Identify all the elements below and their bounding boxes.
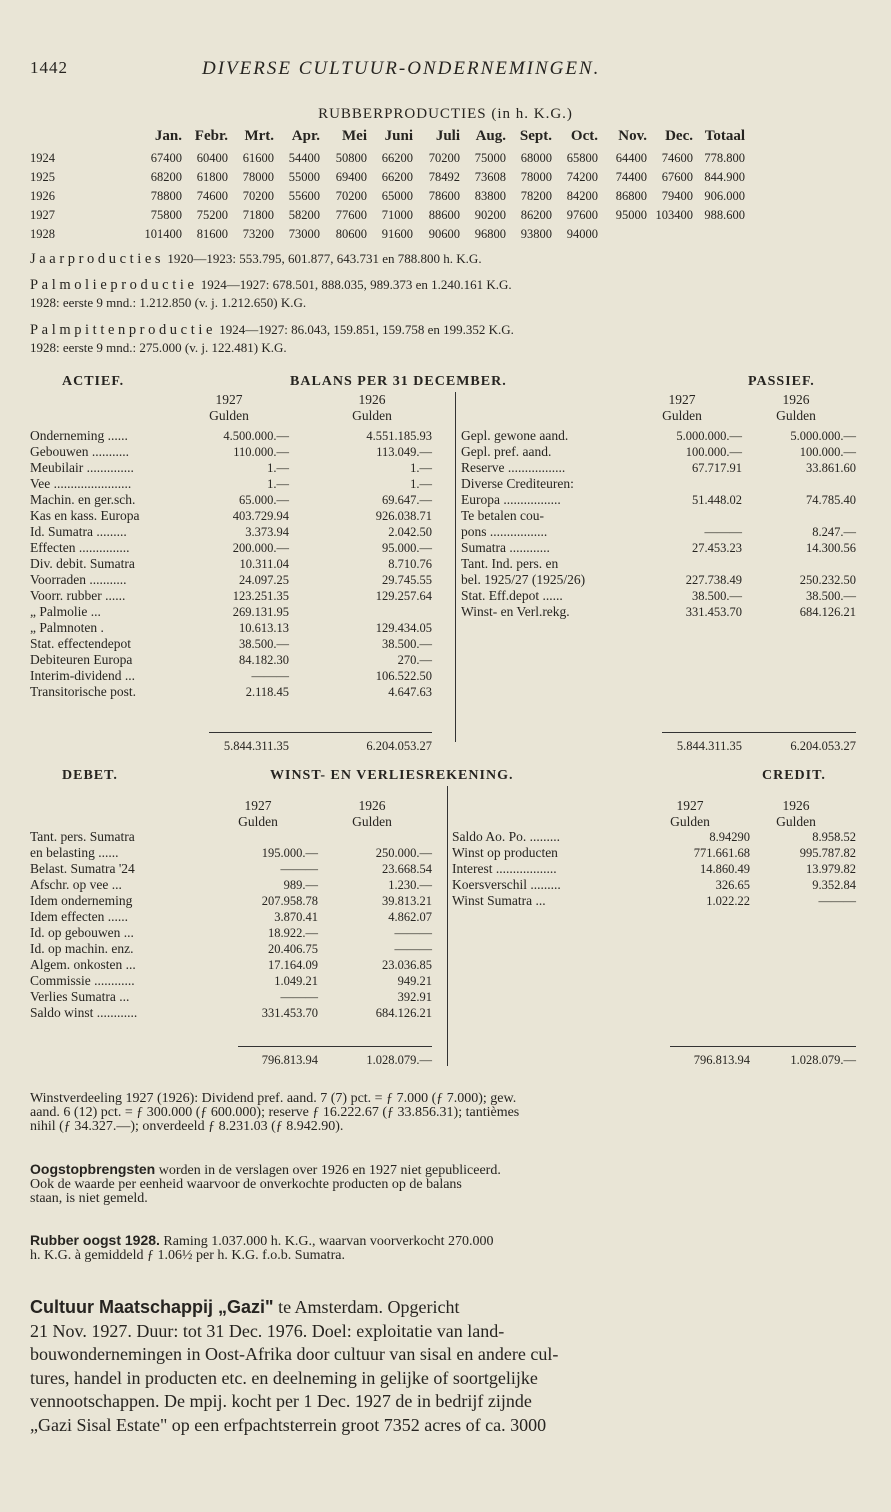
right-item-value-2: 8.958.52 [812,830,856,844]
right-item-value-1: 5.000.000.— [676,429,742,443]
gazi-line2: 21 Nov. 1927. Duur: tot 31 Dec. 1976. Doel: exploitatie van land- [30,1320,505,1341]
pl-title: WINST- EN VERLIESREKENING. [270,768,514,783]
left-item-label: Effecten ............... [30,540,130,555]
rubber-cell: 74600 [196,189,228,203]
rubber-col-header: Aug. [475,128,506,144]
right-item-value-1: 227.738.49 [685,573,742,587]
column-year: 1926 [782,392,810,407]
left-item-value-2: 4.551.185.93 [366,429,432,443]
gazi-line1: te Amsterdam. Opgericht [273,1297,460,1317]
palmolie-productie [30,276,870,311]
column-year: 1927 [244,798,272,813]
rubber-cell: 67400 [150,151,182,165]
left-item-label: Stat. effectendepot [30,636,131,651]
left-item-label: Idem onderneming [30,893,133,908]
left-item-value-1: ——— [280,990,318,1004]
column-unit: Gulden [776,408,816,423]
left-item-value-1: 2.118.45 [245,685,289,699]
rubber-cell: 906.000 [704,189,745,203]
right-item-label: Interest .................. [452,861,557,876]
rubber-cell: 55000 [288,170,320,184]
left-item-value-1: 20.406.75 [268,942,318,956]
rubber-cell: 64400 [615,151,647,165]
left-total-1: 5.844.311.35 [223,739,289,753]
gazi-label: Cultuur Maatschappij „Gazi" [30,1297,274,1317]
gazi-line3: bouwondernemingen in Oost-Afrika door cultuur van sisal en andere cul- [30,1344,559,1364]
right-item-value-1: 771.661.68 [693,846,750,860]
rubber-cell: 78200 [520,189,552,203]
rubber-cell: 78600 [428,189,460,203]
column-unit: Gulden [352,408,392,423]
page-header [30,58,870,88]
right-item-value-1: 51.448.02 [692,493,742,507]
rubber-cell: 55600 [288,189,320,203]
rubber-cell: 778.800 [704,151,745,165]
left-item-value-2: 8.710.76 [388,557,432,571]
left-item-value-1: 110.000.— [233,445,289,459]
left-item-label: Verlies Sumatra ... [30,989,130,1004]
gazi-entry [30,1296,866,1437]
oogst-line3: staan, is niet gemeld. [30,1191,148,1206]
right-item-value-2: 5.000.000.— [790,429,856,443]
right-item-value-2: 33.861.60 [806,461,856,475]
right-item-label: pons ................. [461,524,548,539]
left-item-value-1: 123.251.35 [232,589,289,603]
rubber-year: 1927 [30,208,55,222]
credit-label: CREDIT. [762,768,826,783]
left-total-1: 796.813.94 [261,1053,318,1067]
winst-line2: aand. 6 (12) pct. = ƒ 300.000 (ƒ 600.000); reserve ƒ 16.222.67 (ƒ 33.856.31); tantièmes [30,1105,520,1120]
left-item-value-2: 4.647.63 [388,685,432,699]
left-item-value-2: ——— [394,942,432,956]
left-item-label: „ Palmnoten . [30,620,104,635]
left-item-value-2: 949.21 [397,974,432,988]
rubber-cell: 78000 [520,170,552,184]
right-item-value-1: 331.453.70 [685,605,742,619]
column-year: 1927 [676,798,704,813]
right-item-value-1: 326.65 [715,878,750,892]
rubber-cell: 75000 [474,151,506,165]
right-item-value-2: 38.500.— [806,589,856,603]
rubber-col-header: Apr. [291,128,320,144]
left-item-label: Interim-dividend ... [30,668,135,683]
left-item-label: „ Palmolie ... [30,604,101,619]
balance-divider [455,392,456,742]
column-unit: Gulden [238,814,278,829]
right-item-value-2: 250.232.50 [799,573,856,587]
right-item-label: Tant. Ind. pers. en [461,556,559,571]
rubber-cell: 66200 [381,170,413,184]
rubber-cell: 75200 [196,208,228,222]
right-total-rule [662,732,856,733]
left-item-label: Commissie ............ [30,973,135,988]
left-item-value-2: 1.230.— [388,878,432,892]
rubber-cell: 90200 [474,208,506,222]
palmpit-line2: 1928: eerste 9 mnd.: 275.000 (v. j. 122.481) K.G. [30,340,287,355]
left-item-value-1: 989.— [283,878,318,892]
right-item-label: Gepl. gewone aand. [461,428,569,443]
jaar-text: 1920—1923: 553.795, 601.877, 643.731 en 788.800 h. K.G. [164,251,482,266]
rubber-cell: 61600 [242,151,274,165]
left-item-value-1: 18.922.— [268,926,318,940]
column-unit: Gulden [209,408,249,423]
left-item-value-1: 24.097.25 [239,573,289,587]
left-item-label: Id. op gebouwen ... [30,925,134,940]
rubber-row [30,170,875,188]
rubber-cell: 88600 [428,208,460,222]
rubber-cell: 74200 [566,170,598,184]
left-total-2: 1.028.079.— [366,1053,432,1067]
oogst-line1: worden in de verslagen over 1926 en 1927 niet gepubliceerd. [155,1163,501,1178]
left-item-value-1: 3.870.41 [274,910,318,924]
right-item-value-2: 684.126.21 [799,605,856,619]
rubber-cell: 90600 [428,227,460,241]
right-item-label: Diverse Crediteuren: [461,476,574,491]
jaarproducties [30,250,870,268]
palmolie-text: 1924—1927: 678.501, 888.035, 989.373 en 1.240.161 K.G. [197,277,512,292]
debet-label: DEBET. [62,768,118,783]
rubber-row [30,151,875,169]
palmolie-line2: 1928: eerste 9 mnd.: 1.212.850 (v. j. 1.212.650) K.G. [30,295,307,310]
rubber-col-header: Febr. [194,128,228,144]
left-item-value-1: 269.131.95 [232,605,289,619]
left-item-value-1: 84.182.30 [239,653,289,667]
left-item-value-1: 195.000.— [261,846,318,860]
rubber-cell: 50800 [335,151,367,165]
rubber-col-header: Juni [384,128,413,144]
left-item-label: Kas en kass. Europa [30,508,140,523]
left-item-value-2: ——— [394,926,432,940]
right-item-value-2: 8.247.— [812,525,856,539]
left-item-label: Vee ....................... [30,476,132,491]
gazi-line5: vennootschappen. De mpij. kocht per 1 Dec. 1927 de in bedrijf zijnde [30,1391,532,1411]
right-item-label: Stat. Eff.depot ...... [461,588,563,603]
rubber-cell: 58200 [288,208,320,222]
rubber-cell: 60400 [196,151,228,165]
palmolie-label: Palmolieproductie [30,277,198,293]
rubber-cell: 86200 [520,208,552,222]
rubber-cell: 70200 [242,189,274,203]
passief-label: PASSIEF. [748,374,815,389]
left-item-value-2: 23.036.85 [382,958,432,972]
column-year: 1926 [782,798,810,813]
rubber-cell: 83800 [474,189,506,203]
palmpit-text: 1924—1927: 86.043, 159.851, 159.758 en 199.352 K.G. [216,322,514,337]
rubber-oogst-label: Rubber oogst 1928. [30,1232,160,1248]
left-item-value-1: 207.958.78 [261,894,318,908]
rubber-cell: 101400 [144,227,182,241]
left-item-label: Tant. pers. Sumatra [30,829,135,844]
right-total-2: 1.028.079.— [790,1053,856,1067]
left-item-label: Voorr. rubber ...... [30,588,126,603]
rubber-year: 1925 [30,170,55,184]
rubber-cell: 71000 [381,208,413,222]
rubber-cell: 77600 [335,208,367,222]
rubber-oogst [30,1233,866,1263]
rubber-cell: 78492 [428,170,460,184]
oogst-line2: Ook de waarde per eenheid waarvoor de onverkochte producten op de balans [30,1177,462,1192]
left-item-value-1: 331.453.70 [261,1006,318,1020]
rubber-cell: 74400 [615,170,647,184]
pl-divider [447,786,448,1066]
rubber-cell: 70200 [428,151,460,165]
rubber-col-header: Jan. [154,128,182,144]
rubber-col-header: Juli [435,128,460,144]
right-total-rule [670,1046,856,1047]
right-item-label: Europa ................. [461,492,561,507]
gazi-line4: tures, handel in producten etc. en deelneming in gelijke of soortgelijke [30,1367,538,1388]
rubber-col-header: Oct. [570,128,598,144]
right-item-value-1: ——— [704,525,742,539]
right-item-label: Te betalen cou- [461,508,545,523]
winst-line1: Winstverdeeling 1927 (1926): Dividend pref. aand. 7 (7) pct. = ƒ 7.000 (ƒ 7.000); gew. [30,1091,517,1106]
left-total-2: 6.204.053.27 [366,739,432,753]
left-item-value-2: 2.042.50 [388,525,432,539]
left-item-value-2: 95.000.— [382,541,432,555]
left-item-value-1: 1.— [267,461,289,475]
rubber-cell: 78800 [150,189,182,203]
palmpit-label: Palmpittenproductie [30,322,216,338]
rubber-year: 1924 [30,151,55,165]
left-item-label: Algem. onkosten ... [30,957,136,972]
balance-title: BALANS PER 31 DECEMBER. [290,374,507,389]
rubber-cell: 70200 [335,189,367,203]
rubber-cell: 69400 [335,170,367,184]
left-item-value-1: 65.000.— [239,493,289,507]
left-item-label: Afschr. op vee ... [30,877,122,892]
right-item-value-2: 100.000.— [799,445,856,459]
left-item-label: Voorraden ........... [30,572,127,587]
column-year: 1926 [358,392,386,407]
rubber-cell: 86800 [615,189,647,203]
rubber-year: 1926 [30,189,55,203]
left-item-value-1: 4.500.000.— [223,429,289,443]
left-item-value-1: ——— [251,669,289,683]
rubber-cell: 844.900 [704,170,745,184]
left-item-value-1: 17.164.09 [268,958,318,972]
right-item-value-2: 9.352.84 [812,878,856,892]
right-total-2: 6.204.053.27 [790,739,856,753]
left-item-label: Machin. en ger.sch. [30,492,136,507]
left-item-value-2: 1.— [410,477,432,491]
rubber-row [30,208,875,226]
rubber-cell: 95000 [615,208,647,222]
left-item-label: Id. Sumatra ......... [30,524,127,539]
right-item-value-1: 38.500.— [692,589,742,603]
rubber-col-header: Mei [342,128,367,144]
left-item-value-2: 129.257.64 [375,589,432,603]
left-item-value-2: 39.813.21 [382,894,432,908]
page-number: 1442 [30,58,68,77]
rubber-col-header: Mrt. [244,128,274,144]
right-item-value-2: 995.787.82 [799,846,856,860]
left-item-value-1: 200.000.— [232,541,289,555]
rubber-cell: 74600 [661,151,693,165]
rubber-cell: 94000 [566,227,598,241]
left-item-value-2: 38.500.— [382,637,432,651]
rubber-col-header: Totaal [704,128,745,144]
left-item-label: Onderneming ...... [30,428,128,443]
left-total-rule [209,732,432,733]
left-item-label: Debiteuren Europa [30,652,133,667]
left-item-value-2: 129.434.05 [375,621,432,635]
actief-label: ACTIEF. [62,374,125,389]
right-item-value-1: 1.022.22 [706,894,750,908]
rubber-cell: 73000 [288,227,320,241]
left-item-value-2: 1.— [410,461,432,475]
rubber-cell: 73200 [242,227,274,241]
left-item-value-2: 69.647.— [382,493,432,507]
rubber-cell: 80600 [335,227,367,241]
rubber-table-title: RUBBERPRODUCTIES (in h. K.G.) [318,106,573,122]
left-item-value-1: 10.311.04 [239,557,289,571]
rubber-oogst-line1: Raming 1.037.000 h. K.G., waarvan voorverkocht 270.000 [159,1234,494,1249]
rubber-col-header: Sept. [519,128,552,144]
rubber-cell: 93800 [520,227,552,241]
column-year: 1927 [215,392,243,407]
left-item-label: Idem effecten ...... [30,909,128,924]
left-item-value-2: 113.049.— [376,445,432,459]
left-item-label: Belast. Sumatra '24 [30,861,135,876]
left-item-value-2: 684.126.21 [375,1006,432,1020]
right-item-value-2: 13.979.82 [806,862,856,876]
column-unit: Gulden [352,814,392,829]
left-item-value-2: 392.91 [397,990,432,1004]
left-item-value-1: 3.373.94 [245,525,289,539]
left-item-label: Meubilair .............. [30,460,134,475]
rubber-cell: 75800 [150,208,182,222]
left-item-value-2: 4.862.07 [388,910,432,924]
rubber-cell: 103400 [655,208,693,222]
right-item-value-1: 14.860.49 [700,862,750,876]
rubber-cell: 96800 [474,227,506,241]
column-year: 1927 [668,392,696,407]
right-item-value-1: 100.000.— [685,445,742,459]
left-item-value-2: 106.522.50 [375,669,432,683]
left-item-value-1: 403.729.94 [232,509,289,523]
rubber-cell: 65800 [566,151,598,165]
right-item-label: bel. 1925/27 (1925/26) [461,572,586,587]
left-item-label: Div. debit. Sumatra [30,556,135,571]
column-unit: Gulden [670,814,710,829]
jaar-label: Jaarproducties [30,251,165,267]
rubber-cell: 71800 [242,208,274,222]
rubber-cell: 54400 [288,151,320,165]
gazi-line6: „Gazi Sisal Estate" op een erfpachtsterrein groot 7352 acres of ca. 3000 [30,1414,547,1435]
rubber-cell: 988.600 [704,208,745,222]
left-item-value-2: 29.745.55 [382,573,432,587]
left-item-value-2: 23.668.54 [382,862,432,876]
rubber-year: 1928 [30,227,55,241]
winst-line3: nihil (ƒ 34.327.—); onverdeeld ƒ 8.231.03 (ƒ 8.942.90). [30,1119,344,1134]
oogst-label: Oogstopbrengsten [30,1161,156,1177]
left-item-value-2: 270.— [397,653,432,667]
right-item-label: Saldo Ao. Po. ......... [452,829,561,844]
left-item-label: Gebouwen ........... [30,444,129,459]
right-item-label: Winst Sumatra ... [452,893,546,908]
right-item-value-1: 27.453.23 [692,541,742,555]
right-item-value-2: ——— [818,894,856,908]
rubber-col-header: Nov. [618,128,647,144]
rubber-cell: 81600 [196,227,228,241]
rubber-cell: 97600 [566,208,598,222]
rubber-cell: 91600 [381,227,413,241]
left-item-value-2: 926.038.71 [375,509,432,523]
rubber-cell: 65000 [381,189,413,203]
rubber-cell: 84200 [566,189,598,203]
rubber-cell: 66200 [381,151,413,165]
rubber-col-header: Dec. [665,128,693,144]
right-item-label: Winst- en Verl.rekg. [461,604,570,619]
rubber-cell: 67600 [661,170,693,184]
right-item-label: Gepl. pref. aand. [461,444,552,459]
rubber-oogst-line2: h. K.G. à gemiddeld ƒ 1.06½ per h. K.G. f.o.b. Sumatra. [30,1248,345,1263]
left-total-rule [238,1046,432,1047]
rubber-cell: 61800 [196,170,228,184]
oogstopbrengsten [30,1162,866,1206]
column-unit: Gulden [776,814,816,829]
right-item-label: Reserve ................. [461,460,566,475]
left-item-label: en belasting ...... [30,845,119,860]
palmpitten-productie [30,321,870,356]
right-item-label: Sumatra ............ [461,540,550,555]
winstverdeeling [30,1092,866,1134]
left-item-value-1: 10.613.13 [239,621,289,635]
left-item-label: Id. op machin. enz. [30,941,134,956]
right-item-value-1: 8.94290 [709,830,750,844]
rubber-row [30,227,875,245]
rubber-cell: 78000 [242,170,274,184]
left-item-value-2: 250.000.— [375,846,432,860]
left-item-value-1: 1.— [267,477,289,491]
right-item-value-2: 74.785.40 [806,493,856,507]
right-item-value-1: 67.717.91 [692,461,742,475]
rubber-cell: 68000 [520,151,552,165]
rubber-cell: 73608 [474,170,506,184]
right-item-label: Winst op producten [452,845,558,860]
left-item-value-1: 1.049.21 [274,974,318,988]
right-item-label: Koersverschil ......... [452,877,561,892]
left-item-label: Transitorische post. [30,684,137,699]
right-total-1: 796.813.94 [693,1053,750,1067]
column-year: 1926 [358,798,386,813]
rubber-cell: 68200 [150,170,182,184]
left-item-value-1: ——— [280,862,318,876]
left-item-value-1: 38.500.— [239,637,289,651]
right-total-1: 5.844.311.35 [676,739,742,753]
right-item-value-2: 14.300.56 [806,541,856,555]
column-unit: Gulden [662,408,702,423]
rubber-cell: 79400 [661,189,693,203]
running-title: DIVERSE CULTUUR-ONDERNEMINGEN. [202,58,601,79]
rubber-row [30,189,875,207]
left-item-label: Saldo winst ............ [30,1005,138,1020]
